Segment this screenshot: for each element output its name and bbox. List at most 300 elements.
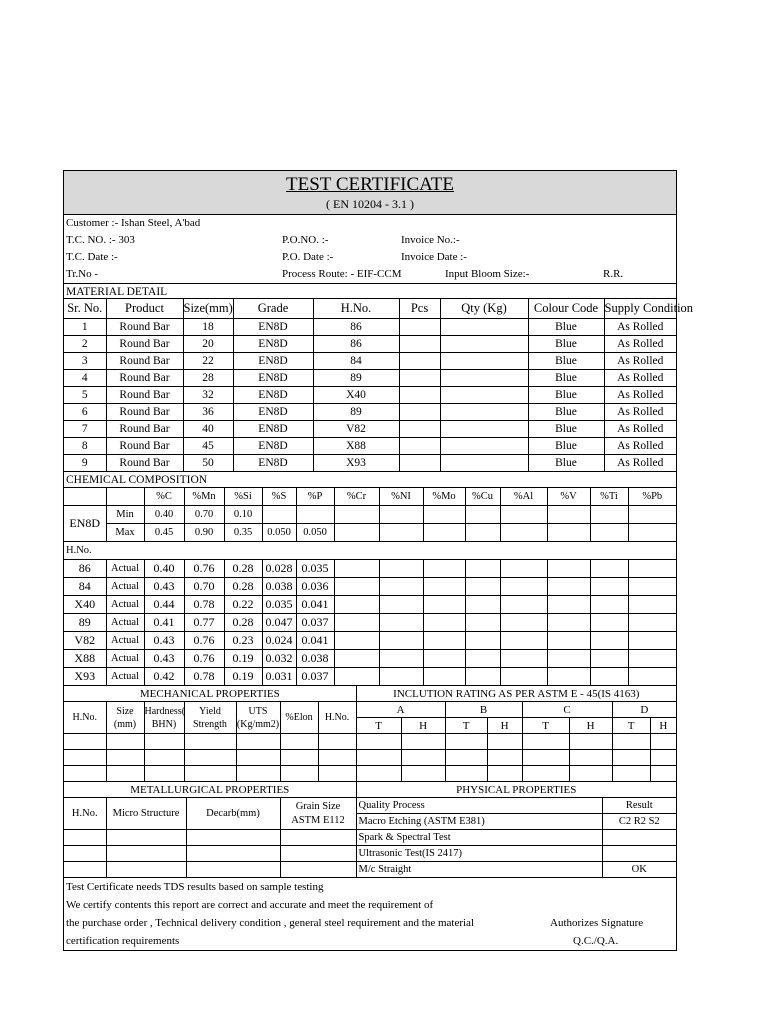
element-header: %Mo xyxy=(423,488,465,506)
actual-value xyxy=(465,614,500,632)
actual-value: 0.19 xyxy=(224,668,262,686)
actual-label: Actual xyxy=(106,650,144,668)
min-value xyxy=(500,506,547,524)
min-value xyxy=(334,506,379,524)
chemical-actual-row xyxy=(64,632,676,650)
material-cell: 89 xyxy=(313,370,399,387)
actual-value: 0.28 xyxy=(224,614,262,632)
empty-cell xyxy=(445,766,487,782)
info-row-tc-no xyxy=(64,232,676,249)
empty-cell xyxy=(356,766,401,782)
certify-statement-end: certification requirements xyxy=(66,935,180,947)
material-cell: Round Bar xyxy=(106,404,183,421)
empty-cell xyxy=(144,750,184,766)
mechanical-section-title: MECHANICAL PROPERTIES xyxy=(64,686,356,702)
actual-value xyxy=(500,632,547,650)
material-cell: As Rolled xyxy=(604,370,676,387)
actual-value: 0.28 xyxy=(224,578,262,596)
actual-value xyxy=(423,632,465,650)
material-cell: X40 xyxy=(313,387,399,404)
result-header: Result xyxy=(602,798,676,814)
actual-value xyxy=(500,596,547,614)
material-column-header: Size(mm) xyxy=(183,299,233,319)
actual-value xyxy=(465,650,500,668)
physical-result: OK xyxy=(602,862,676,878)
material-cell: EN8D xyxy=(233,336,313,353)
actual-value xyxy=(500,614,547,632)
actual-value xyxy=(465,596,500,614)
actual-label: Actual xyxy=(106,614,144,632)
actual-value: 0.047 xyxy=(262,614,296,632)
empty-cell xyxy=(487,734,522,750)
material-row xyxy=(64,404,676,421)
actual-value: 0.76 xyxy=(184,650,224,668)
empty-cell xyxy=(356,750,401,766)
material-cell: Blue xyxy=(528,404,604,421)
actual-value: 0.031 xyxy=(262,668,296,686)
grain-size-header: Grain Size ASTM E112 xyxy=(280,798,356,830)
empty-cell xyxy=(522,734,569,750)
inclusion-group-d: D xyxy=(612,702,676,718)
element-header: %V xyxy=(547,488,590,506)
material-cell xyxy=(440,455,528,472)
material-cell: EN8D xyxy=(233,421,313,438)
material-cell: Blue xyxy=(528,455,604,472)
heat-number: V82 xyxy=(64,632,106,650)
material-cell: 40 xyxy=(183,421,233,438)
empty-cell xyxy=(236,734,280,750)
material-row xyxy=(64,370,676,387)
min-value xyxy=(465,506,500,524)
empty-cell xyxy=(569,750,612,766)
metallurgical-row xyxy=(64,862,676,878)
certificate-standard: ( EN 10204 - 3.1 ) xyxy=(326,197,414,211)
tr-number: Tr.No - xyxy=(66,268,98,280)
actual-value xyxy=(465,578,500,596)
empty-cell xyxy=(236,750,280,766)
process-route: Process Route: - EIF-CCM xyxy=(282,268,402,280)
material-cell: Blue xyxy=(528,387,604,404)
actual-value: 0.43 xyxy=(144,650,184,668)
element-header: %P xyxy=(296,488,334,506)
mechanical-inclusion-table xyxy=(64,686,676,782)
max-value: 0.45 xyxy=(144,524,184,542)
empty-cell xyxy=(106,766,144,782)
material-column-header: Product xyxy=(106,299,183,319)
invoice-number: Invoice No.:- xyxy=(401,234,460,246)
empty-cell xyxy=(186,862,280,878)
actual-value: 0.037 xyxy=(296,614,334,632)
material-column-header: Grade xyxy=(233,299,313,319)
actual-value: 0.22 xyxy=(224,596,262,614)
actual-value: 0.037 xyxy=(296,668,334,686)
material-cell: X88 xyxy=(313,438,399,455)
empty-cell xyxy=(236,766,280,782)
empty-cell xyxy=(401,766,445,782)
actual-value xyxy=(379,668,423,686)
thin-header: T xyxy=(612,718,650,734)
material-cell: Round Bar xyxy=(106,387,183,404)
actual-value xyxy=(379,596,423,614)
material-column-header: Pcs xyxy=(399,299,440,319)
material-cell xyxy=(440,438,528,455)
mechanical-title-row xyxy=(64,686,676,702)
material-cell xyxy=(399,387,440,404)
mechanical-empty-row xyxy=(64,766,676,782)
empty-cell xyxy=(280,830,356,846)
actual-value xyxy=(379,578,423,596)
actual-value: 0.40 xyxy=(144,560,184,578)
test-certificate xyxy=(63,170,694,951)
material-cell: X93 xyxy=(313,455,399,472)
actual-value: 0.038 xyxy=(296,650,334,668)
element-header: %S xyxy=(262,488,296,506)
actual-value xyxy=(590,578,628,596)
actual-value: 0.42 xyxy=(144,668,184,686)
actual-value xyxy=(334,596,379,614)
chemical-min-row xyxy=(64,506,676,524)
actual-value xyxy=(379,614,423,632)
material-cell: Blue xyxy=(528,438,604,455)
footer-note: Test Certificate needs TDS results based on sample testing xyxy=(66,881,324,893)
actual-value: 0.76 xyxy=(184,632,224,650)
actual-label: Actual xyxy=(106,560,144,578)
chemical-table xyxy=(64,488,676,686)
actual-value xyxy=(547,650,590,668)
empty-cell xyxy=(106,488,144,506)
element-header: %Si xyxy=(224,488,262,506)
physical-item: Quality Process xyxy=(356,798,602,814)
mechanical-header-row xyxy=(64,702,676,718)
actual-value xyxy=(334,614,379,632)
actual-value: 0.032 xyxy=(262,650,296,668)
metallurgical-title-row xyxy=(64,782,676,798)
physical-result xyxy=(602,846,676,862)
physical-result: C2 R2 S2 xyxy=(602,814,676,830)
actual-value: 0.43 xyxy=(144,632,184,650)
actual-value xyxy=(334,578,379,596)
footer-line-1 xyxy=(64,878,676,896)
chemical-header-row xyxy=(64,488,676,506)
heat-number: 84 xyxy=(64,578,106,596)
actual-value: 0.035 xyxy=(262,596,296,614)
max-value xyxy=(334,524,379,542)
authorized-signature: Authorizes Signature xyxy=(550,917,644,929)
material-cell xyxy=(440,421,528,438)
empty-cell xyxy=(106,750,144,766)
elongation-header: %Elon xyxy=(280,702,318,734)
actual-value xyxy=(500,560,547,578)
empty-cell xyxy=(184,766,236,782)
material-cell: 50 xyxy=(183,455,233,472)
max-value xyxy=(547,524,590,542)
material-cell: 8 xyxy=(64,438,106,455)
empty-cell xyxy=(106,830,186,846)
inclusion-section-title: INCLUTION RATING AS PER ASTM E - 45(IS 4163) xyxy=(356,686,676,702)
material-column-header: Colour Code xyxy=(528,299,604,319)
material-cell: 18 xyxy=(183,319,233,336)
metallurgical-row xyxy=(64,830,676,846)
actual-value xyxy=(547,668,590,686)
material-cell: Round Bar xyxy=(106,421,183,438)
actual-value xyxy=(465,632,500,650)
hno-label: H.No. xyxy=(64,542,676,560)
max-value xyxy=(423,524,465,542)
max-value xyxy=(590,524,628,542)
material-cell xyxy=(399,336,440,353)
material-cell xyxy=(399,353,440,370)
actual-value xyxy=(590,650,628,668)
empty-cell xyxy=(144,734,184,750)
material-cell: 84 xyxy=(313,353,399,370)
actual-label: Actual xyxy=(106,596,144,614)
empty-cell xyxy=(650,766,676,782)
empty-cell xyxy=(487,766,522,782)
physical-item: M/c Straight xyxy=(356,862,602,878)
metallurgical-section-title: METALLURGICAL PROPERTIES xyxy=(64,782,356,798)
actual-value: 0.19 xyxy=(224,650,262,668)
material-cell xyxy=(440,336,528,353)
material-cell: 2 xyxy=(64,336,106,353)
actual-value: 0.41 xyxy=(144,614,184,632)
micro-structure-header: Micro Structure xyxy=(106,798,186,830)
empty-cell xyxy=(106,734,144,750)
element-header: %Ti xyxy=(590,488,628,506)
actual-value xyxy=(590,614,628,632)
actual-value xyxy=(590,596,628,614)
actual-value xyxy=(547,560,590,578)
material-column-header: Sr. No. xyxy=(64,299,106,319)
element-header: %C xyxy=(144,488,184,506)
empty-cell xyxy=(280,862,356,878)
physical-item: Spark & Spectral Test xyxy=(356,830,602,846)
chemical-actual-row xyxy=(64,668,676,686)
material-cell: V82 xyxy=(313,421,399,438)
empty-cell xyxy=(106,862,186,878)
max-value: 0.35 xyxy=(224,524,262,542)
material-cell: 28 xyxy=(183,370,233,387)
empty-cell xyxy=(401,750,445,766)
actual-value xyxy=(628,614,676,632)
metallurgical-physical-table xyxy=(64,782,676,878)
actual-value xyxy=(590,560,628,578)
element-header: %Al xyxy=(500,488,547,506)
material-cell: EN8D xyxy=(233,353,313,370)
physical-item: Macro Etching (ASTM E381) xyxy=(356,814,602,830)
heavy-header: H xyxy=(487,718,522,734)
min-value: 0.40 xyxy=(144,506,184,524)
material-cell: As Rolled xyxy=(604,455,676,472)
empty-cell xyxy=(280,766,318,782)
qc-qa: Q.C./Q.A. xyxy=(573,935,619,947)
empty-cell xyxy=(186,830,280,846)
material-cell: EN8D xyxy=(233,438,313,455)
hno-header: H.No. xyxy=(64,702,106,734)
max-value xyxy=(379,524,423,542)
material-cell xyxy=(440,387,528,404)
empty-cell xyxy=(280,734,318,750)
material-cell: 86 xyxy=(313,336,399,353)
hardness-header: Hardness( BHN) xyxy=(144,702,184,734)
min-value: 0.70 xyxy=(184,506,224,524)
yield-header: Yield Strength xyxy=(184,702,236,734)
actual-value xyxy=(628,596,676,614)
info-row-dates xyxy=(64,249,676,266)
empty-cell xyxy=(445,734,487,750)
max-label: Max xyxy=(106,524,144,542)
material-cell: 4 xyxy=(64,370,106,387)
actual-value: 0.44 xyxy=(144,596,184,614)
max-value: 0.050 xyxy=(262,524,296,542)
footer-line-2 xyxy=(64,896,676,914)
material-cell: EN8D xyxy=(233,404,313,421)
metallurgical-row xyxy=(64,798,676,814)
actual-value xyxy=(379,560,423,578)
empty-cell xyxy=(318,750,356,766)
chemical-actual-row xyxy=(64,596,676,614)
actual-label: Actual xyxy=(106,632,144,650)
min-value xyxy=(423,506,465,524)
empty-cell xyxy=(356,734,401,750)
material-row xyxy=(64,438,676,455)
actual-value: 0.70 xyxy=(184,578,224,596)
size-header: Size (mm) xyxy=(106,702,144,734)
material-cell: As Rolled xyxy=(604,421,676,438)
heavy-header: H xyxy=(569,718,612,734)
material-cell: Round Bar xyxy=(106,336,183,353)
uts-header: UTS (Kg/mm2) xyxy=(236,702,280,734)
material-cell: Round Bar xyxy=(106,319,183,336)
material-row xyxy=(64,455,676,472)
actual-label: Actual xyxy=(106,668,144,686)
empty-cell xyxy=(650,734,676,750)
material-cell: 5 xyxy=(64,387,106,404)
actual-value xyxy=(423,596,465,614)
material-cell: 89 xyxy=(313,404,399,421)
customer: Customer :- Ishan Steel, A'bad xyxy=(66,217,201,229)
empty-cell xyxy=(522,766,569,782)
metallurgical-row xyxy=(64,846,676,862)
actual-value: 0.78 xyxy=(184,668,224,686)
actual-value: 0.036 xyxy=(296,578,334,596)
chemical-actual-row xyxy=(64,578,676,596)
decarb-header: Decarb(mm) xyxy=(186,798,280,830)
input-bloom-size: Input Bloom Size:- xyxy=(445,268,530,280)
footer-line-3 xyxy=(64,914,676,932)
empty-cell xyxy=(64,766,106,782)
material-cell: 9 xyxy=(64,455,106,472)
invoice-date: Invoice Date :- xyxy=(401,251,467,263)
info-row-customer xyxy=(64,215,676,232)
actual-value xyxy=(379,650,423,668)
min-value xyxy=(379,506,423,524)
material-cell: 22 xyxy=(183,353,233,370)
empty-cell xyxy=(318,734,356,750)
actual-value xyxy=(590,632,628,650)
element-header: %Cr xyxy=(334,488,379,506)
actual-value xyxy=(423,668,465,686)
min-value xyxy=(296,506,334,524)
actual-value xyxy=(334,668,379,686)
material-cell: As Rolled xyxy=(604,404,676,421)
element-header: %NI xyxy=(379,488,423,506)
actual-value: 0.041 xyxy=(296,596,334,614)
material-cell: Blue xyxy=(528,370,604,387)
material-cell: Blue xyxy=(528,319,604,336)
empty-cell xyxy=(318,766,356,782)
min-value xyxy=(262,506,296,524)
empty-cell xyxy=(64,488,106,506)
material-cell: Blue xyxy=(528,336,604,353)
material-cell: EN8D xyxy=(233,387,313,404)
actual-value xyxy=(423,650,465,668)
physical-result xyxy=(602,830,676,846)
max-value: 0.90 xyxy=(184,524,224,542)
thin-header: T xyxy=(356,718,401,734)
chemical-section-title: CHEMICAL COMPOSITION xyxy=(64,472,676,488)
material-cell: Round Bar xyxy=(106,455,183,472)
footer xyxy=(64,878,676,950)
heavy-header: H xyxy=(650,718,676,734)
chemical-max-row xyxy=(64,524,676,542)
actual-value xyxy=(547,578,590,596)
material-cell xyxy=(440,370,528,387)
rr: R.R. xyxy=(603,268,624,280)
empty-cell xyxy=(184,734,236,750)
min-value xyxy=(590,506,628,524)
certify-statement-cont: the purchase order , Technical delivery condition , general steel requirement and the material xyxy=(66,917,474,929)
certificate-title: TEST CERTIFICATE xyxy=(286,174,454,195)
actual-value: 0.77 xyxy=(184,614,224,632)
empty-cell xyxy=(186,846,280,862)
empty-cell xyxy=(445,750,487,766)
met-hno-header: H.No. xyxy=(64,798,106,830)
empty-cell xyxy=(612,750,650,766)
actual-value: 0.038 xyxy=(262,578,296,596)
material-cell: 6 xyxy=(64,404,106,421)
max-value: 0.050 xyxy=(296,524,334,542)
actual-value xyxy=(500,650,547,668)
actual-value xyxy=(628,668,676,686)
material-cell: Round Bar xyxy=(106,438,183,455)
material-section-title: MATERIAL DETAIL xyxy=(64,283,676,299)
empty-cell xyxy=(612,766,650,782)
material-cell: 1 xyxy=(64,319,106,336)
empty-cell xyxy=(64,734,106,750)
inclusion-group-a: A xyxy=(356,702,445,718)
heat-number: X93 xyxy=(64,668,106,686)
actual-value xyxy=(423,578,465,596)
actual-value xyxy=(547,614,590,632)
heat-number: 89 xyxy=(64,614,106,632)
material-cell: 32 xyxy=(183,387,233,404)
max-value xyxy=(628,524,676,542)
empty-cell xyxy=(184,750,236,766)
thin-header: T xyxy=(445,718,487,734)
mechanical-empty-row xyxy=(64,734,676,750)
element-header: %Cu xyxy=(465,488,500,506)
empty-cell xyxy=(144,766,184,782)
empty-cell xyxy=(64,846,106,862)
actual-value: 0.23 xyxy=(224,632,262,650)
actual-value: 0.28 xyxy=(224,560,262,578)
actual-value xyxy=(334,650,379,668)
material-cell: EN8D xyxy=(233,319,313,336)
heat-number: X40 xyxy=(64,596,106,614)
material-row xyxy=(64,319,676,336)
material-column-header: Qty (Kg) xyxy=(440,299,528,319)
material-cell: 86 xyxy=(313,319,399,336)
